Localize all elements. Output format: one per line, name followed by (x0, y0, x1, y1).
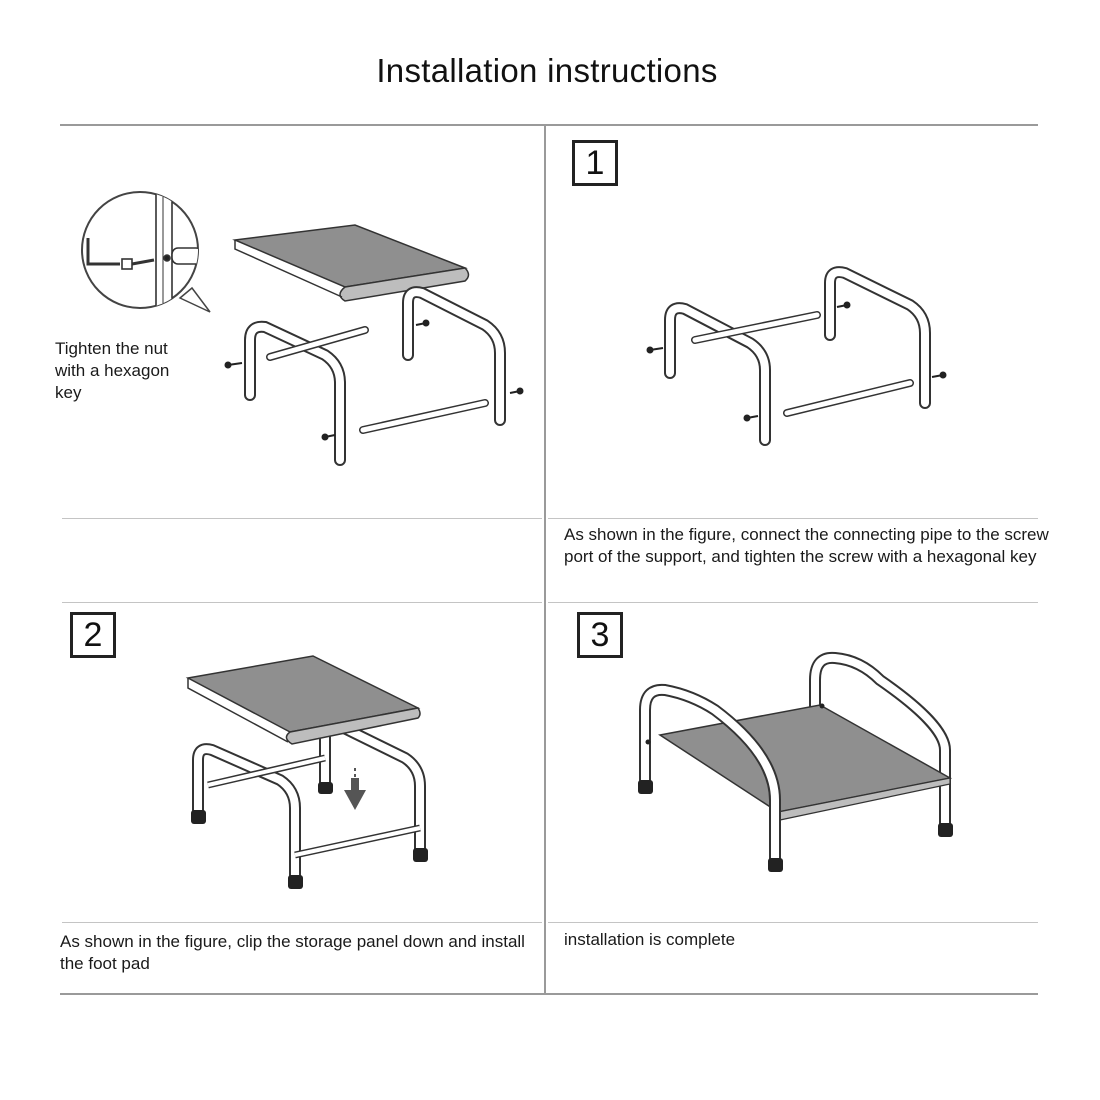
step2-panel-install-illustration (180, 650, 440, 895)
step3-assembled-stool-illustration (630, 650, 960, 875)
step2-caption: As shown in the figure, clip the storage panel down and install the foot pad (60, 932, 525, 973)
bottom-rule (60, 993, 1038, 995)
step1-number: 1 (572, 140, 618, 186)
row-divider-left (62, 602, 542, 603)
page-title: Installation instructions (376, 52, 718, 89)
step3-number: 3 (577, 612, 623, 658)
center-divider (544, 124, 546, 995)
step2-number: 2 (70, 612, 116, 658)
row1-caption-rule-left (62, 518, 542, 519)
row2-caption-rule-left (62, 922, 542, 923)
row1-caption-rule-right (548, 518, 1038, 519)
exploded-stool-illustration (220, 225, 540, 470)
row-divider-right (548, 602, 1038, 603)
hex-key-detail-illustration (70, 180, 230, 320)
step3-caption: installation is complete (564, 930, 736, 949)
intro-note: Tighten the nut with a hexagon key (55, 339, 170, 402)
step1-frame-illustration (645, 265, 955, 450)
top-rule (60, 124, 1038, 126)
row2-caption-rule-right (548, 922, 1038, 923)
step1-caption: As shown in the figure, connect the connecting pipe to the screw port of the support, and tighten the screw with a hexagonal key (564, 525, 1049, 566)
